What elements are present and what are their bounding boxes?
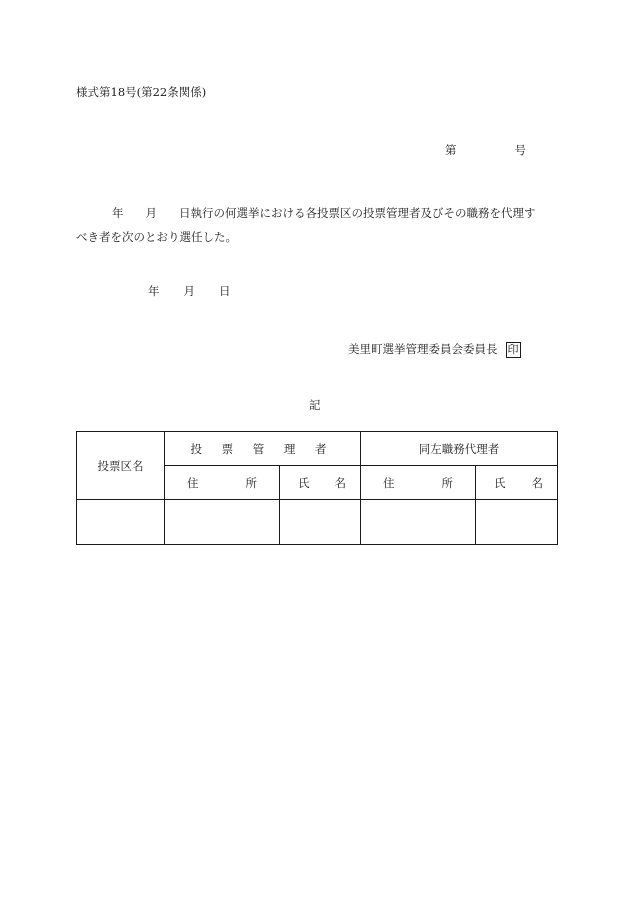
manager-address-header: 住 所 (165, 466, 280, 500)
manager-header: 投 票 管 理 者 (165, 432, 361, 466)
table-row (77, 500, 558, 545)
doc-number-dai: 第 (445, 143, 457, 157)
manager-name-header: 氏 名 (280, 466, 361, 500)
table-header-row (77, 432, 558, 466)
signer (348, 341, 521, 358)
signer-title: 美里町選挙管理委員会委員長 (348, 342, 498, 356)
body-month: 月 (145, 206, 157, 220)
manager-address-cell (165, 500, 280, 545)
deputy-name-cell (476, 500, 558, 545)
deputy-address-header: 住 所 (361, 466, 476, 500)
body-day-text: 日執行の何選挙における各投票区の投票管理者及びその職務を代理す (179, 206, 536, 220)
manager-name-cell (280, 500, 361, 545)
district-cell (77, 500, 165, 545)
deputy-name-header: 氏 名 (476, 466, 558, 500)
date-month: 月 (183, 284, 195, 298)
date-day: 日 (219, 284, 231, 298)
body-text (76, 201, 556, 249)
appointment-table (76, 431, 558, 545)
ki-heading: 記 (309, 398, 321, 412)
deputy-address-cell (361, 500, 476, 545)
body-year: 年 (112, 206, 124, 220)
date-year: 年 (148, 284, 160, 298)
body-line-1 (76, 201, 556, 225)
document-number (445, 142, 526, 158)
district-header: 投票区名 (77, 432, 165, 500)
doc-number-go: 号 (514, 143, 526, 157)
seal-mark: 印 (507, 343, 519, 356)
body-line-2: べき者を次のとおり選任した。 (76, 230, 237, 244)
deputy-header: 同左職務代理者 (361, 432, 558, 466)
form-number: 様式第18号(第22条関係) (76, 85, 207, 99)
issue-date (148, 283, 231, 299)
